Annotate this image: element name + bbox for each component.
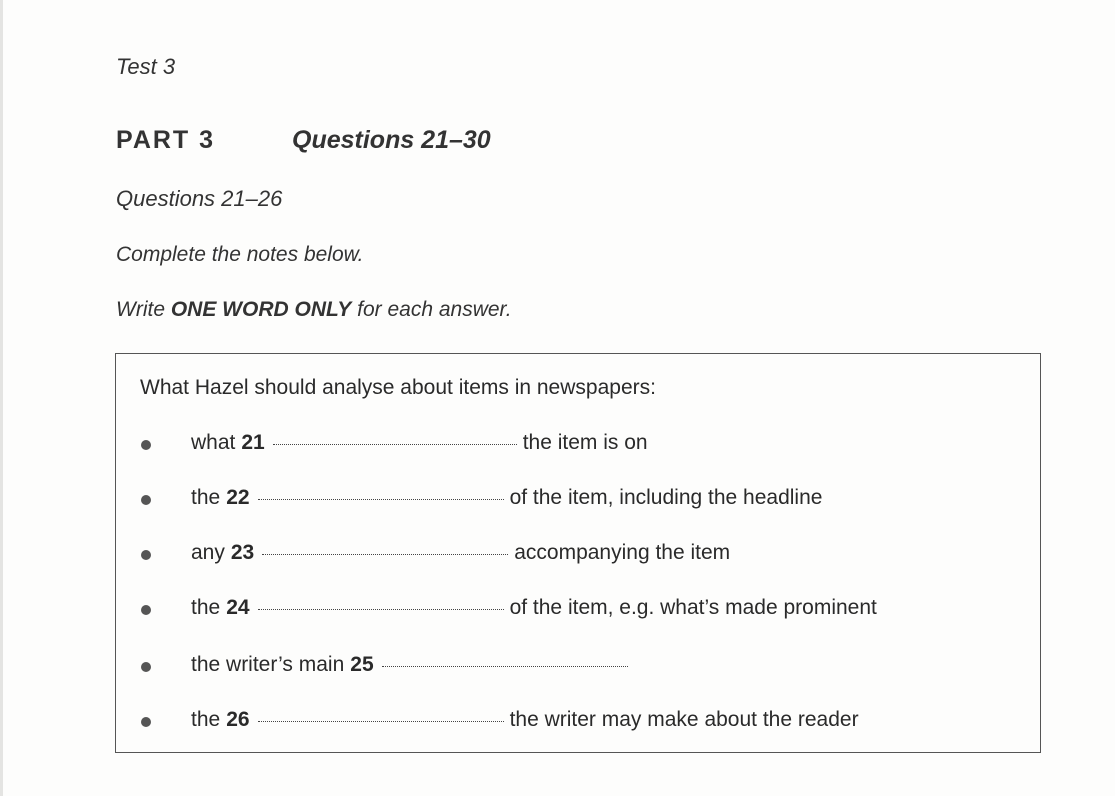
note-suffix: the writer may make about the reader [509,708,859,731]
test-label: Test 3 [116,54,176,79]
instruction-word-limit-emphasis: ONE WORD ONLY [170,298,352,321]
bullet-icon [141,440,151,450]
note-text [191,431,648,455]
question-number: 21 [241,431,265,454]
question-number: 25 [350,653,374,676]
note-prefix: any [191,541,225,564]
answer-blank-25[interactable] [382,665,628,667]
note-suffix: accompanying the item [514,541,731,564]
answer-blank-23[interactable] [262,553,508,555]
part-heading [116,126,491,155]
question-number: 22 [226,486,250,509]
question-number: 23 [230,541,255,564]
note-suffix: of the item, including the headline [509,486,823,509]
notes-box [115,353,1041,753]
question-number: 26 [226,708,250,731]
bullet-icon [141,605,151,615]
bullet-icon [141,495,151,505]
instruction-word-limit-pre: Write [116,298,171,321]
note-text [191,653,634,677]
part-label: PART 3 [116,126,216,154]
note-prefix: the [191,486,221,509]
answer-blank-24[interactable] [258,608,504,610]
note-prefix: the [191,708,221,731]
note-item-26 [116,708,1016,738]
note-item-23 [116,541,1016,571]
note-suffix: the item is on [522,431,648,454]
page-edge [0,0,3,796]
note-prefix: the [191,596,221,619]
answer-blank-22[interactable] [258,498,504,500]
note-suffix: of the item, e.g. what’s made prominent [509,596,877,619]
note-item-22 [116,486,1016,516]
note-text [191,708,859,732]
question-number: 24 [226,596,250,619]
note-item-24 [116,596,1016,626]
instruction-word-limit [116,298,512,322]
bullet-icon [141,662,151,672]
note-prefix: what [191,431,236,454]
part-question-range: Questions 21–30 [292,126,491,154]
note-item-21 [116,431,1016,461]
note-text [191,596,877,620]
section-sub-heading: Questions 21–26 [116,186,283,211]
bullet-icon [141,717,151,727]
answer-blank-26[interactable] [258,720,504,722]
instruction-complete-notes: Complete the notes below. [116,243,364,266]
note-text [191,486,822,510]
note-prefix: the writer’s main [191,653,345,676]
answer-blank-21[interactable] [273,443,517,445]
bullet-icon [141,550,151,560]
note-item-25 [116,653,1016,683]
note-text [191,541,730,565]
notes-title: What Hazel should analyse about items in newspapers: [140,376,656,399]
instruction-word-limit-post: for each answer. [351,298,512,321]
